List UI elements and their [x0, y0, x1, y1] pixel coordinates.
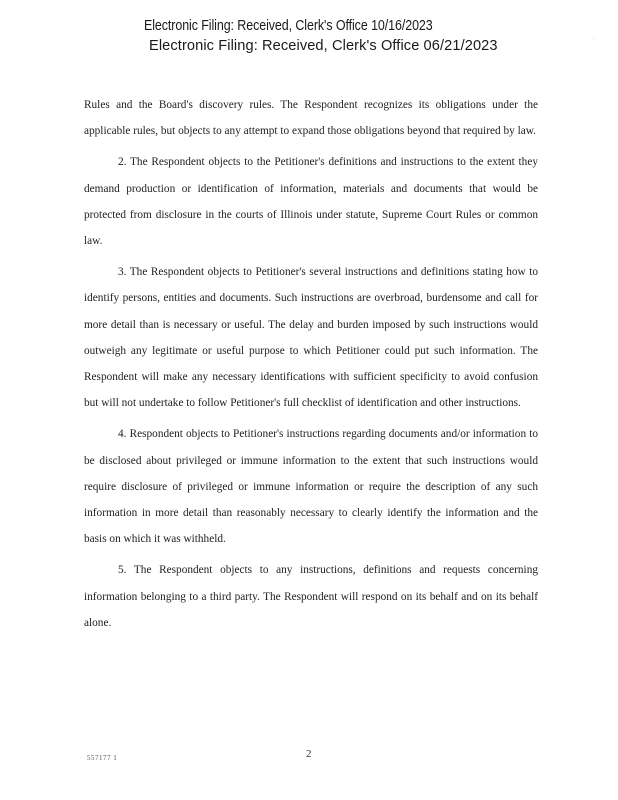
filing-stamp-recent: Electronic Filing: Received, Clerk's Office 10/16/2023	[144, 18, 433, 34]
document-body	[84, 92, 538, 641]
document-id: 557177 1	[87, 754, 118, 762]
paragraph-continuation: Rules and the Board's discovery rules. The Respondent recognizes its obligations under the applicable rules, but objects to any attempt to expand those obligations beyond that required by law.	[84, 99, 538, 138]
paragraph-4: 4. Respondent objects to Petitioner's instructions regarding documents and/or information to be disclosed about privileged or immune information to the extent that such instructions would require disclosure of privileged or immune information or require the description of any such information in more detail than reasonably necessary to clearly identify the information and the basis on which it was withheld.	[84, 428, 538, 546]
filing-stamp-original: Electronic Filing: Received, Clerk's Office 06/21/2023	[149, 38, 498, 54]
paragraph-3: 3. The Respondent objects to Petitioner's several instructions and definitions stating how to identify persons, entities and documents. Such instructions are overbroad, burdensome and call for more detail than is necessary or useful. The delay and burden imposed by such instructions would outweigh any legitimate or useful purpose to which Petitioner could put such information. The Respondent will make any necessary identifications with sufficient specificity to avoid confusion but will not undertake to follow Petitioner's full checklist of identification and other instructions.	[84, 266, 538, 410]
paragraph-5: 5. The Respondent objects to any instructions, definitions and requests concerning information belonging to a third party. The Respondent will respond on its behalf and on its behalf alone.	[84, 564, 538, 629]
scan-artifact-mark: ·	[592, 34, 595, 43]
page-number: 2	[306, 748, 312, 760]
paragraph-2: 2. The Respondent objects to the Petitioner's definitions and instructions to the extent they demand production or identification of information, materials and documents that would be protected from disclosure in the courts of Illinois under statute, Supreme Court Rules or common law.	[84, 156, 538, 248]
